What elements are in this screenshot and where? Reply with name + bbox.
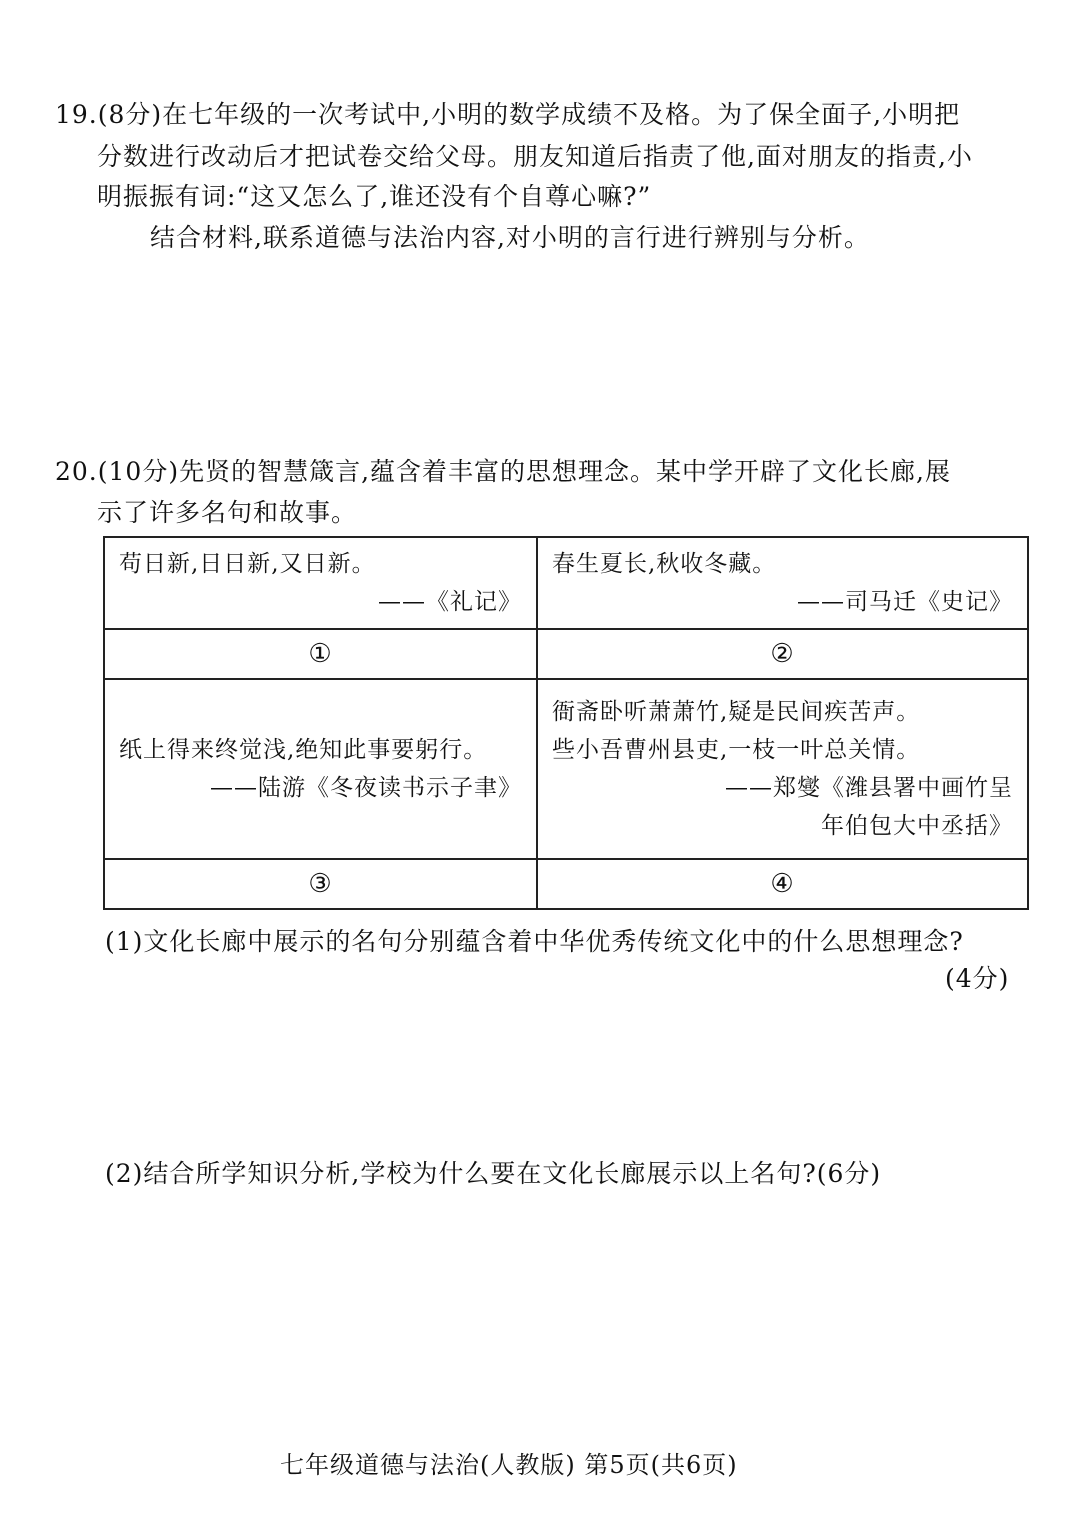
table-row: [104, 859, 1028, 909]
q19-instruction: 结合材料,联系道德与法治内容,对小明的言行进行辨别与分析。: [150, 223, 870, 252]
q20-sub1: (1)文化长廊中展示的名句分别蕴含着中华优秀传统文化中的什么思想理念?: [105, 927, 964, 956]
q19-line-2: 分数进行改动后才把试卷交给父母。朋友知道后指责了他,面对朋友的指责,小: [97, 142, 973, 171]
quote-source: 年伯包大中丞括》: [821, 813, 1013, 839]
quote-text: 苟日新,日日新,又日新。: [119, 551, 376, 577]
q20-line-2: 示了许多名句和故事。: [97, 498, 358, 527]
q19-line-3: 明振振有词:“这又怎么了,谁还没有个自尊心嘛?”: [97, 182, 652, 211]
answer-blank-3[interactable]: ③: [104, 859, 537, 909]
page-footer: 七年级道德与法治(人教版) 第5页(共6页): [280, 1451, 738, 1479]
quote-text: 些小吾曹州县吏,一枝一叶总关情。: [552, 737, 921, 763]
answer-blank-4[interactable]: ④: [537, 859, 1028, 909]
table-row: [104, 537, 1028, 629]
quote-cell-3: [104, 679, 537, 859]
quote-cell-2: [537, 537, 1028, 629]
answer-blank-1[interactable]: ①: [104, 629, 537, 679]
table-row: [104, 629, 1028, 679]
q20-line-1: 20.(10分)先贤的智慧箴言,蕴含着丰富的思想理念。某中学开辟了文化长廊,展: [55, 457, 951, 486]
table-row: [104, 679, 1028, 859]
quote-table: [103, 536, 1029, 910]
quote-text: 春生夏长,秋收冬藏。: [552, 551, 777, 577]
quote-cell-1: [104, 537, 537, 629]
quote-source: ——《礼记》: [378, 589, 522, 615]
quote-source: ——郑燮《潍县署中画竹呈: [725, 775, 1013, 801]
quote-cell-4: [537, 679, 1028, 859]
q20-sub2: (2)结合所学知识分析,学校为什么要在文化长廊展示以上名句?(6分): [105, 1159, 882, 1188]
quote-text: 衙斋卧听萧萧竹,疑是民间疾苦声。: [552, 699, 921, 725]
q20-sub1-score: (4分): [945, 964, 1010, 993]
q19-line-1: 19.(8分)在七年级的一次考试中,小明的数学成绩不及格。为了保全面子,小明把: [55, 100, 961, 129]
quote-source: ——司马迁《史记》: [797, 589, 1013, 615]
quote-source: ——陆游《冬夜读书示子聿》: [210, 775, 522, 801]
answer-blank-2[interactable]: ②: [537, 629, 1028, 679]
quote-text: 纸上得来终觉浅,绝知此事要躬行。: [119, 737, 488, 763]
